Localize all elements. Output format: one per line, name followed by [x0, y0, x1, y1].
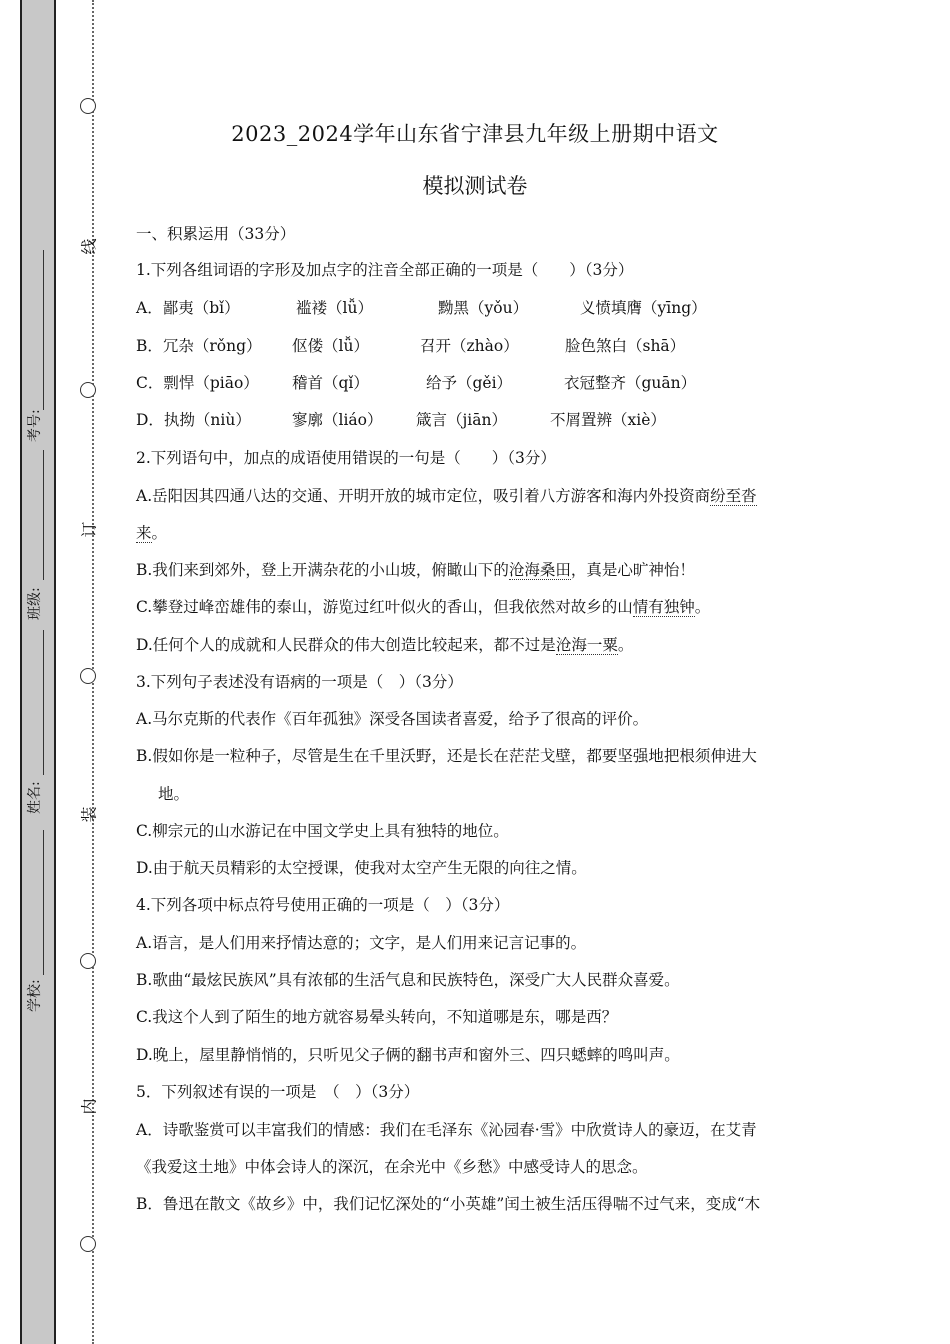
q1-b-2: 伛偻（lǚ） [292, 337, 369, 355]
q2-c-idiom: 情有独钟 [632, 598, 695, 616]
binding-hole [80, 953, 96, 969]
q2-option-c [136, 595, 710, 617]
q1-option-a [136, 296, 707, 318]
q2-b-end: ，真是心旷神怡！ [570, 561, 695, 579]
page-subtitle: 模拟测试卷 [422, 174, 528, 198]
q2-d-end: 。 [617, 636, 634, 654]
q1-b-4: 脸色煞白（shā） [565, 337, 686, 355]
q5-option-a: A．诗歌鉴赏可以丰富我们的情感：我们在毛泽东《沁园春·雪》中欣赏诗人的豪迈，在艾青 [136, 1121, 757, 1139]
q5-option-b: B．鲁迅在散文《故乡》中，我们记忆深处的“小英雄”闰土被生活压得喘不过气来，变成“木 [136, 1195, 761, 1213]
field-school: 学校: [27, 979, 43, 1012]
q2-d-idiom: 沧海一粟 [555, 636, 618, 654]
binding-hole [80, 98, 96, 114]
q1-a-2: 褴褛（lǚ） [296, 299, 373, 317]
seal-char-nei: 内 [79, 1098, 99, 1115]
field-name: 姓名: [27, 781, 43, 814]
q2-option-b [136, 558, 695, 580]
q2-a-idiom: 纷至沓 [710, 487, 757, 505]
binding-hole [80, 668, 96, 684]
field-exam-number: 考号: [27, 409, 43, 442]
q2-option-a [136, 484, 757, 506]
q1-c-3: 给予（gěi） [426, 374, 513, 392]
field-class: 班级: [27, 587, 43, 620]
q1-stem: 1.下列各组词语的字形及加点字的注音全部正确的一项是（ ）（3分） [136, 261, 634, 279]
q1-d-4: 不屑置辨（xiè） [550, 411, 666, 429]
q2-option-a-cont [136, 521, 167, 543]
q4-option-b: B.歌曲“最炫民族风”具有浓郁的生活气息和民族特色，深受广大人民群众喜爱。 [136, 971, 680, 989]
q3-option-b-cont: 地。 [158, 785, 190, 803]
q5-option-a-cont: 《我爱这土地》中体会诗人的深沉，在余光中《乡愁》中感受诗人的思念。 [136, 1158, 648, 1176]
q1-c-4: 衣冠整齐（guān） [564, 374, 697, 392]
binding-hole [80, 1236, 96, 1252]
section-heading: 一、积累运用（33分） [136, 225, 296, 243]
q3-option-d: D.由于航天员精彩的太空授课，使我对太空产生无限的向往之情。 [136, 859, 587, 877]
q2-option-d [136, 633, 633, 655]
binding-gutter [20, 0, 56, 1344]
seal-char-xian: 线 [79, 238, 99, 255]
q1-a-3: 黝黑（yǒu） [438, 299, 529, 317]
q3-option-b: B.假如你是一粒种子，尽管是生在千里沃野，还是长在茫茫戈壁，都要坚强地把根须伸进大 [136, 747, 757, 765]
q1-d-2: 寥廓（liáo） [292, 411, 383, 429]
q2-b-idiom: 沧海桑田 [508, 561, 571, 579]
q1-option-d [136, 408, 666, 430]
q5-stem: 5．下列叙述有误的一项是 （ ）（3分） [136, 1083, 420, 1101]
q1-c-2: 稽首（qǐ） [292, 374, 369, 392]
page-title: 2023_2024学年山东省宁津县九年级上册期中语文 [231, 122, 719, 146]
field-name-line[interactable] [43, 630, 44, 775]
field-exam-number-line[interactable] [43, 250, 44, 410]
q1-option-c [136, 371, 696, 393]
q4-stem: 4.下列各项中标点符号使用正确的一项是（ ）（3分） [136, 896, 510, 914]
binding-hole [80, 382, 96, 398]
q4-option-c: C.我这个人到了陌生的地方就容易晕头转向，不知道哪是东，哪是西？ [136, 1008, 618, 1026]
q1-b-1: B．冗杂（rǒng） [136, 337, 262, 355]
q1-a-1: A．鄙夷（bǐ） [136, 299, 240, 317]
seal-char-zhuang: 装 [79, 806, 99, 823]
q2-b-text: B.我们来到郊外，登上开满杂花的小山坡，俯瞰山下的 [136, 561, 509, 579]
q1-d-3: 箴言（jiān） [416, 411, 507, 429]
q1-option-b [136, 334, 685, 356]
q4-option-d: D.晚上，屋里静悄悄的，只听见父子俩的翻书声和窗外三、四只蟋蟀的鸣叫声。 [136, 1046, 680, 1064]
q3-stem: 3.下列句子表述没有语病的一项是（ ）（3分） [136, 673, 463, 691]
q1-c-1: C．剽悍（piāo） [136, 374, 259, 392]
q2-c-text: C.攀登过峰峦雄伟的泰山，游览过红叶似火的香山，但我依然对故乡的山 [136, 598, 633, 616]
q4-option-a: A.语言，是人们用来抒情达意的；文字，是人们用来记言记事的。 [136, 934, 587, 952]
q1-d-1: D．执拗（niù） [136, 411, 251, 429]
q3-option-c: C.柳宗元的山水游记在中国文学史上具有独特的地位。 [136, 822, 509, 840]
q1-b-3: 召开（zhào） [420, 337, 519, 355]
q2-a-idiom-end: 来 [136, 524, 152, 542]
q2-stem: 2.下列语句中，加点的成语使用错误的一句是（ ）（3分） [136, 449, 556, 467]
q2-a-end: 。 [151, 524, 168, 542]
q2-d-text: D.任何个人的成就和人民群众的伟大创造比较起来，都不过是 [136, 636, 556, 654]
field-class-line[interactable] [43, 450, 44, 580]
q2-a-text: A.岳阳因其四通八达的交通、开明开放的城市定位，吸引着八方游客和海内外投资商 [136, 487, 711, 505]
q3-option-a: A.马尔克斯的代表作《百年孤独》深受各国读者喜爱，给予了很高的评价。 [136, 710, 649, 728]
field-school-line[interactable] [43, 830, 44, 975]
seal-char-ding: 订 [79, 521, 99, 538]
q1-a-4: 义愤填膺（yīng） [580, 299, 707, 317]
q2-c-end: 。 [694, 598, 711, 616]
